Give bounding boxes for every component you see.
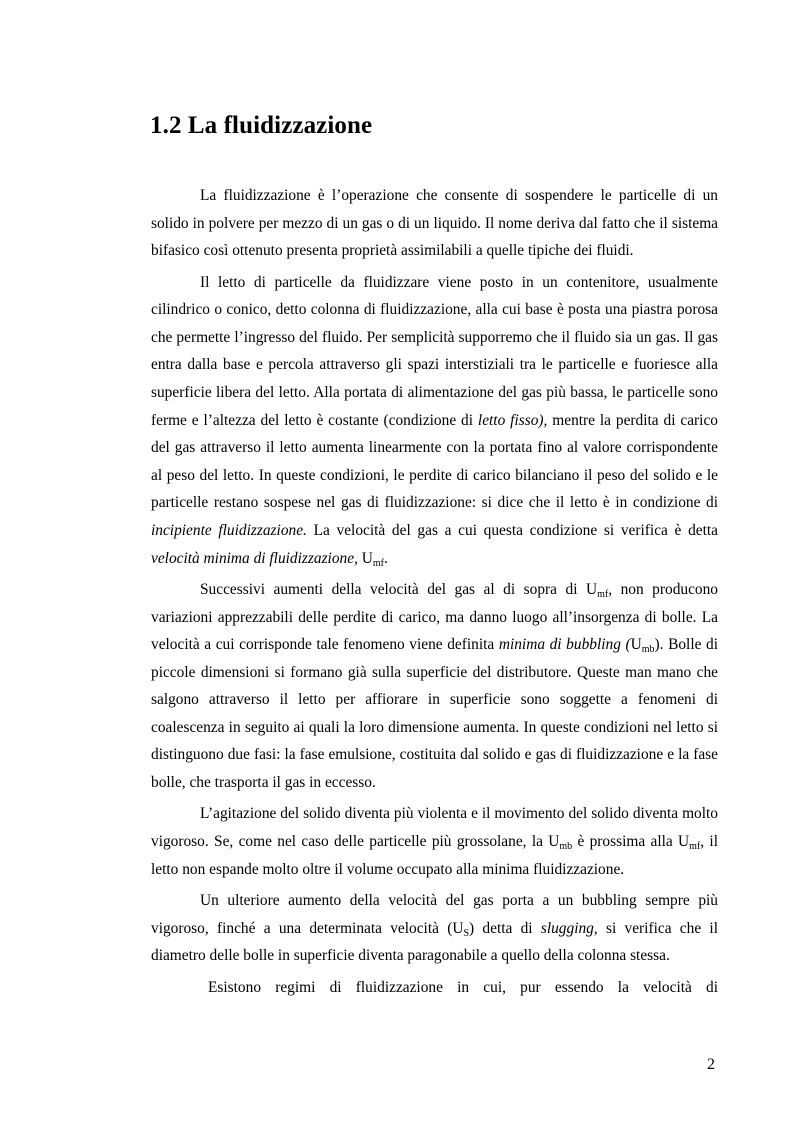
text-span: . [383, 549, 388, 567]
text-span: Successivi aumenti della velocità del gas al di sopra di U [200, 580, 598, 598]
text-span: mentre la perdita di carico del gas attraverso il letto aumenta linearmente con la portata fino al valore corrispondente al peso del letto. In queste condizioni, le perdite di carico bilanciano il peso del solido e le particelle restano sospese nel gas di fluidizzazione: si dice che il letto è in condizione di [151, 411, 718, 512]
text-span: , si verifica che il diametro delle bolle in superficie diventa paragonabile a quello della colonna stessa. [151, 919, 718, 965]
text-span: L’agitazione del solido diventa più violenta e il movimento del solido diventa molto vigoroso. Se, come nel caso delle particelle più grossolane, la U [151, 805, 718, 851]
text-span: , non producono variazioni apprezzabili delle perdite di carico, ma danno luogo all’insorgenza di bolle. La velocità a cui corrisponde tale fenomeno viene definita [151, 580, 718, 654]
text-span: U [630, 636, 642, 654]
text-span: ). Bolle di piccole dimensioni si formano già sulla superficie del distributore. Queste man mano che salgono attraverso il letto per affiorare in superficie sono soggette a fenomeni di coalescenza in seguito ai quali la loro dimensione aumenta. In queste condizioni nel letto si distinguono due fasi: la fase emulsione, costituita dal solido e gas di fluidizzazione e la fase bolle, che trasporta il gas in eccesso. [151, 636, 719, 792]
paragraph-1: La fluidizzazione è l’operazione che consente di sospendere le particelle di un solido in polvere per mezzo di un gas o di un liquido. Il nome deriva dal fatto che il sistema bifasico così ottenuto presenta proprietà assimilabili a quelle tipiche dei fluidi. [151, 187, 718, 260]
subscript-s: S [463, 927, 470, 939]
text-span: ) detta di [469, 919, 541, 937]
emphasis-letto-fisso: letto fisso), [477, 411, 548, 429]
paragraph-6: Esistono regimi di fluidizzazione in cui, pur essendo la velocità di [208, 978, 718, 996]
text-span: , il letto non espande molto oltre il volume occupato alla minima fluidizzazione. [151, 833, 718, 878]
emphasis-incipiente-fluidizzazione: incipiente fluidizzazione. [151, 521, 307, 539]
subscript-mf: mf [372, 557, 384, 569]
subscript-mf: mf [689, 841, 701, 853]
emphasis-minima-bubbling: minima di bubbling ( [498, 636, 631, 654]
text-span: La velocità del gas a cui questa condizione si verifica è detta [306, 521, 718, 539]
text-span: Il letto di particelle da fluidizzare viene posto in un contenitore, usualmente cilindrico o conico, detto colonna di fluidizzazione, alla cui base è posta una piastra porosa che permette l’ingresso del fluido. Per semplicità supporremo che il fluido sia un gas. Il gas entra dalla base e percola attraverso gli spazi interstiziali tra le particelle e fuoriesce alla superficie libera del letto. Alla portata di alimentazione del gas più bassa, le particelle sono ferme e l’altezza del letto è costante (condizione di [151, 273, 718, 429]
subscript-mb: mb [641, 644, 655, 656]
emphasis-slugging: slugging [540, 919, 594, 937]
emphasis-velocita-minima: velocità minima di fluidizzazione [151, 549, 355, 567]
text-span: , U [354, 549, 373, 567]
section-title: 1.2 La fluidizzazione [150, 112, 373, 139]
page-number: 2 [707, 1056, 715, 1073]
text-span: Un ulteriore aumento della velocità del gas porta a un bubbling sempre più vigoroso, finché a una determinata velocità (U [151, 892, 718, 937]
paragraph-2 [151, 269, 718, 573]
text-span: è prossima alla U [572, 833, 690, 851]
subscript-mf: mf [597, 588, 609, 600]
paragraph-4 [151, 800, 718, 883]
body-text [151, 182, 718, 1001]
paragraph-5 [151, 887, 718, 970]
subscript-mb: mb [559, 841, 573, 853]
paragraph-3 [151, 576, 718, 797]
